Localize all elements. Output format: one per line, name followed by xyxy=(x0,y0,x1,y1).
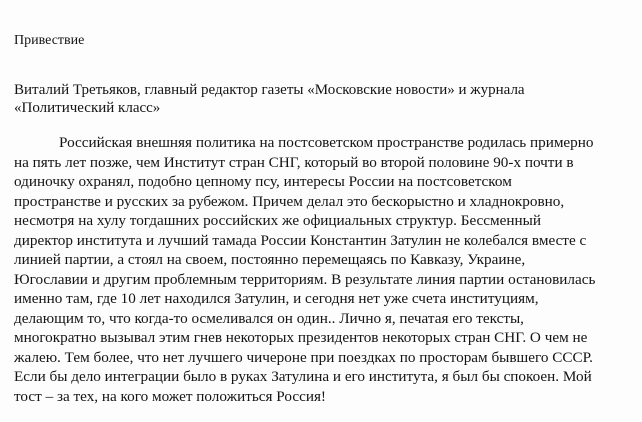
body-line: пространстве и русских за рубежом. Причем делал это бескорыстно и хладнокровно, xyxy=(14,192,565,210)
body-line: одиночку охранял, подобно цепному псу, интересы России на постсоветском xyxy=(14,173,512,190)
body-line: несмотря на хулу тогдашних российских же официальных структур. Бессменный xyxy=(14,212,541,229)
body-line: жалею. Тем более, что нет лучшего чичероне при поездках по просторам бывшего СССР. xyxy=(14,348,593,366)
body-line: Российская внешняя политика на постсоветском пространстве родилась примерно xyxy=(59,134,594,151)
body-line: именно там, где 10 лет находился Затулин, и сегодня нет уже счета институциям, xyxy=(14,290,539,307)
author-line: «Политический класс» xyxy=(14,100,161,116)
body-line: линией партии, а стоял на своем, постоянно перемещаясь по Кавказу, Украине, xyxy=(14,251,526,268)
author-line: Виталий Третьяков, главный редактор газеты «Московские новости» и журнала xyxy=(14,82,525,98)
document-heading: Привествие xyxy=(14,33,85,48)
body-line: делающим то, что когда-то осмеливался он один.. Лично я, печатая его тексты, xyxy=(14,309,524,327)
body-line: на пять лет позже, чем Институт стран СНГ, который во второй половине 90-х почти в xyxy=(14,153,574,171)
body-line: многократно вызывал этим гнев некоторых президентов некоторых стран СНГ. О чем не xyxy=(14,329,588,346)
body-line: Югославии и другим проблемным территориям. В результате линия партии остановилась xyxy=(14,270,596,288)
body-line: Если бы дело интеграции было в руках Затулина и его института, я был бы спокоен. Мой xyxy=(14,368,592,385)
body-paragraph xyxy=(14,133,638,406)
body-line: директор института и лучший тамада России Константин Затулин не колебался вместе с xyxy=(14,231,587,249)
body-line: тост – за тех, на кого может положиться Россия! xyxy=(14,387,326,405)
author-byline xyxy=(14,81,634,117)
